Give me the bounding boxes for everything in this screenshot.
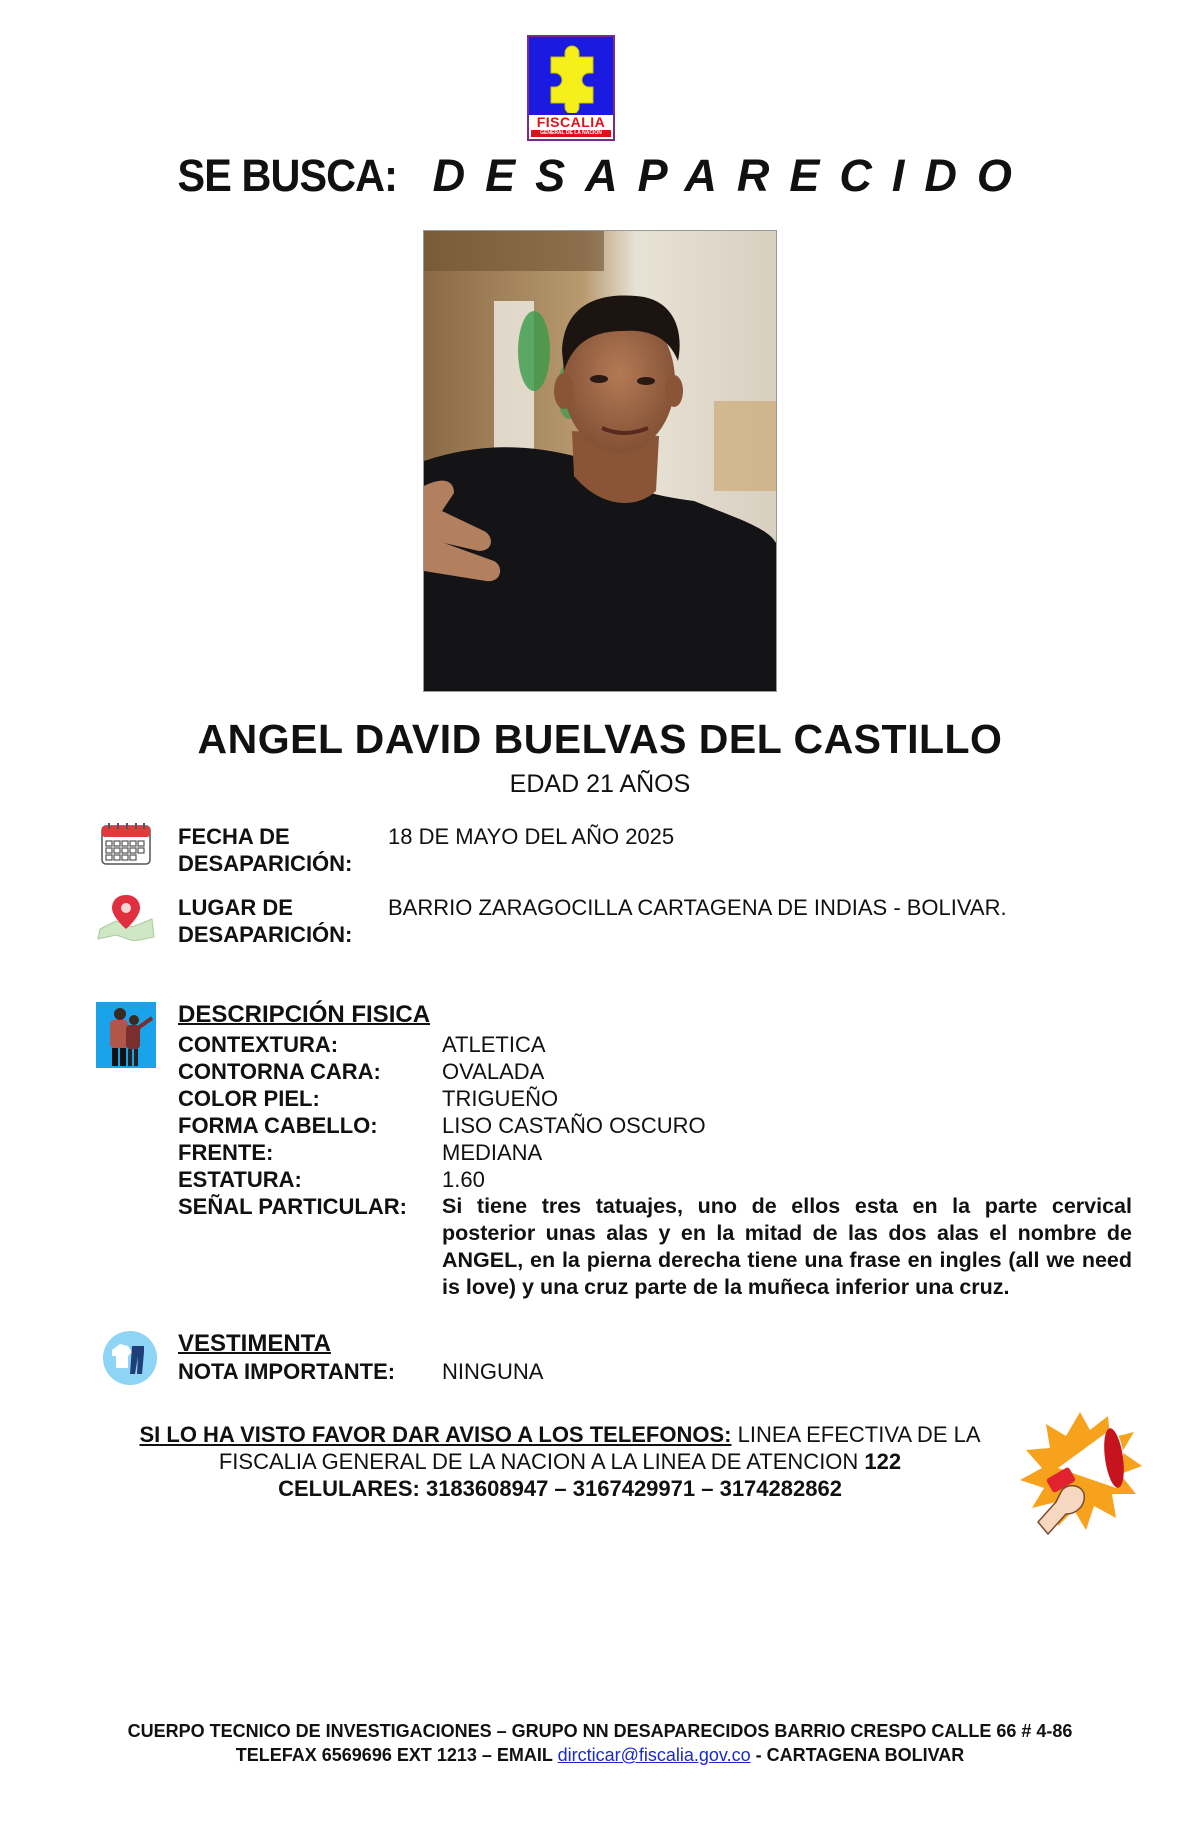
email-link[interactable]: dircticar@fiscalia.gov.co xyxy=(557,1745,751,1765)
notice-line-2: FISCALIA GENERAL DE LA NACION A LA LINEA DE ATENCION 122 xyxy=(218,1449,902,1474)
page-title xyxy=(0,150,1200,202)
desc-row-skin: COLOR PIEL: TRIGUEÑO xyxy=(178,1086,559,1111)
contact-notice xyxy=(90,1421,1030,1502)
title-word: DESAPARECIDO xyxy=(432,150,1032,201)
people-pointing-icon xyxy=(96,1002,156,1068)
hotline-number: 122 xyxy=(864,1449,902,1474)
megaphone-icon xyxy=(1018,1410,1143,1538)
desc-row-build: CONTEXTURA: ATLETICA xyxy=(178,1032,546,1057)
fiscalia-logo xyxy=(527,35,615,141)
clothing-note-row xyxy=(178,1358,1132,1385)
person-name: ANGEL DAVID BUELVAS DEL CASTILLO xyxy=(197,716,1003,762)
footer-line-2: TELEFAX 6569696 EXT 1213 – EMAIL dircticar@fiscalia.gov.co - CARTAGENA BOLIVAR xyxy=(235,1745,965,1765)
clothing-icon xyxy=(102,1330,158,1386)
missing-person-photo xyxy=(423,230,777,692)
logo-title: FISCALIA xyxy=(536,114,606,130)
portrait-image xyxy=(424,231,777,692)
desc-row-face: CONTORNA CARA: OVALADA xyxy=(178,1059,545,1084)
puzzle-piece-icon xyxy=(543,43,601,113)
footer-line-1: CUERPO TECNICO DE INVESTIGACIONES – GRUPO NN DESAPARECIDOS BARRIO CRESPO CALLE 66 # 4-86 xyxy=(127,1721,1073,1741)
place-value: BARRIO ZARAGOCILLA CARTAGENA DE INDIAS - BOLIVAR. xyxy=(388,895,1007,920)
cell-numbers: 3183608947 – 3167429971 – 3174282862 xyxy=(425,1476,842,1501)
date-label: FECHA DE DESAPARICIÓN: xyxy=(178,824,353,876)
clothing-title: VESTIMENTA xyxy=(178,1330,331,1357)
logo-subtitle: GENERAL DE LA NACION xyxy=(531,130,611,137)
desc-row-height: ESTATURA: 1.60 xyxy=(178,1167,485,1192)
place-label: LUGAR DE DESAPARICIÓN: xyxy=(178,895,353,947)
notice-line-1: SI LO HA VISTO FAVOR DAR AVISO A LOS TELEFONOS: LINEA EFECTIVA DE LA xyxy=(139,1422,981,1447)
footer xyxy=(0,1719,1200,1767)
desc-row-forehead: FRENTE: MEDIANA xyxy=(178,1140,543,1165)
desc-row-hair: FORMA CABELLO: LISO CASTAÑO OSCURO xyxy=(178,1113,706,1138)
physical-description-table xyxy=(178,1031,1132,1301)
notice-line-3: CELULARES: 3183608947 – 3167429971 – 3174282862 xyxy=(278,1476,842,1501)
map-pin-icon xyxy=(96,893,156,941)
person-age: EDAD 21 AÑOS xyxy=(509,770,691,798)
notice-call-out: SI LO HA VISTO FAVOR DAR AVISO A LOS TELEFONOS: xyxy=(139,1422,732,1447)
desc-row-marks: SEÑAL PARTICULAR: Si tiene tres tatuajes, uno de ellos esta en la parte cervical posterior unas alas y en la mitad de las dos alas el nombre de ANGEL, en la pierna derecha tiene una frase en ingles (all we need is love) y una cruz parte de la muñeca inferior una cruz. xyxy=(178,1194,1132,1299)
date-value: 18 DE MAYO DEL AÑO 2025 xyxy=(388,824,675,849)
calendar-icon xyxy=(100,822,152,866)
clothing-note-label: NOTA IMPORTANTE: xyxy=(178,1359,396,1384)
title-label: SE BUSCA: xyxy=(177,150,398,201)
physical-description-title: DESCRIPCIÓN FISICA xyxy=(178,1001,431,1028)
clothing-note-value: NINGUNA xyxy=(442,1359,544,1384)
